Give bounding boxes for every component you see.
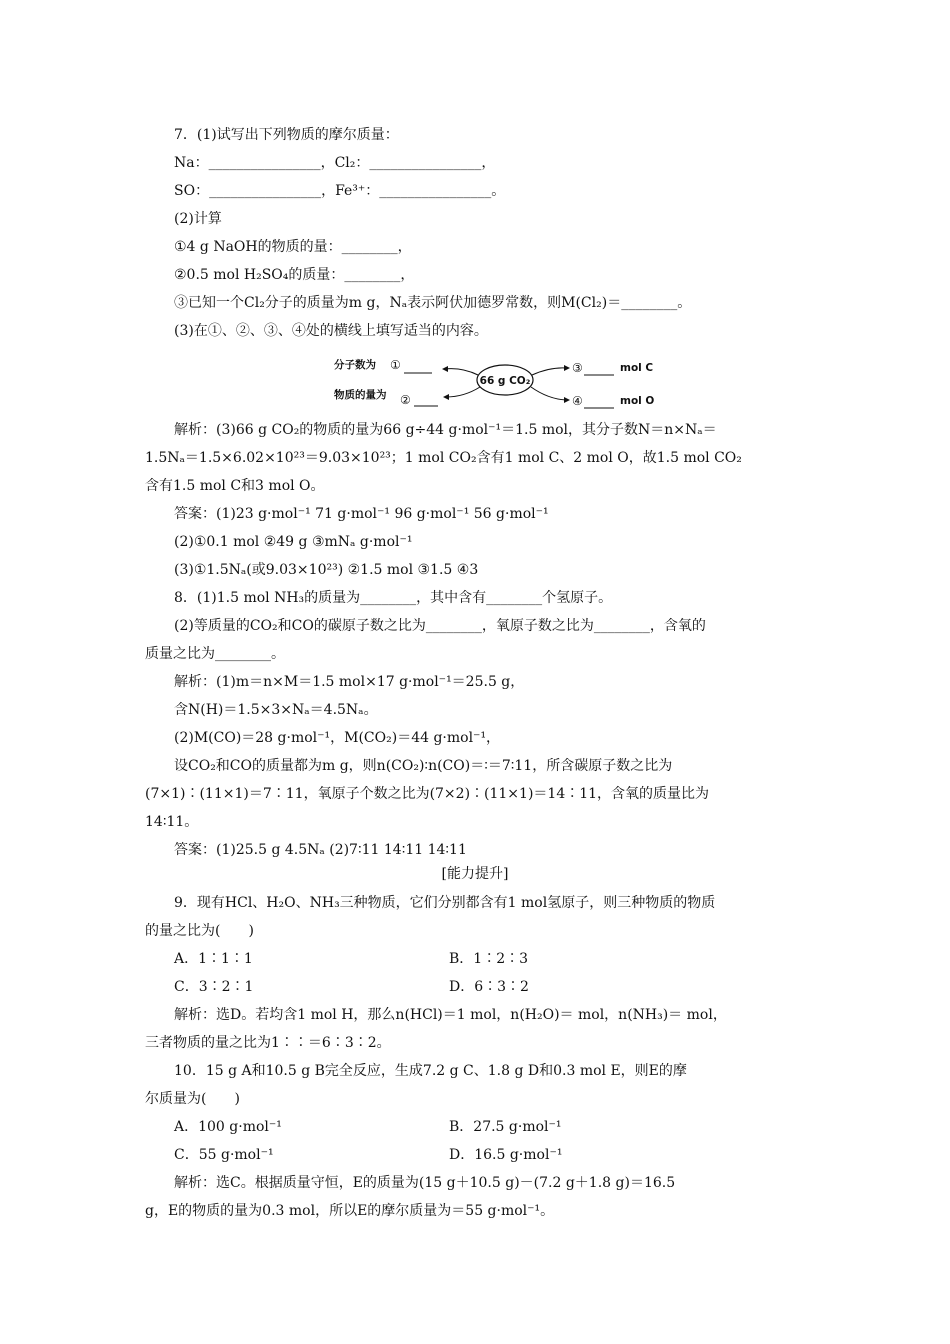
diagram-top-left-label: 分子数为 [334, 359, 376, 371]
q7-part2-item3: ③已知一个Cl₂分子的质量为m g，Nₐ表示阿伏加德罗常数，则M(Cl₂)＝________。 [174, 295, 692, 311]
q8-part2-line2: 质量之比为________。 [145, 646, 285, 662]
q10-option-d: D．16.5 g·mol⁻¹ [449, 1147, 563, 1163]
q7-answer-line3: (3)①1.5Nₐ(或9.03×10²³) ②1.5 mol ③1.5 ④3 [174, 562, 479, 578]
q9-analysis-line1: 解析：选D。若均含1 mol H，那么n(HCl)＝1 mol，n(H₂O)＝ mol，n(NH₃)＝ mol， [174, 1007, 727, 1023]
q8-analysis-line1: 解析：(1)m＝n×M＝1.5 mol×17 g·mol⁻¹＝25.5 g， [174, 674, 525, 690]
q7-analysis-line2: 1.5Nₐ＝1.5×6.02×10²³＝9.03×10²³；1 mol CO₂含有1 mol C、2 mol O，故1.5 mol CO₂ [145, 450, 742, 466]
q8-analysis-line3: (2)M(CO)＝28 g·mol⁻¹，M(CO₂)＝44 g·mol⁻¹， [174, 730, 501, 746]
diagram-circle-3: ③ [572, 361, 583, 375]
q7-line-na-cl: Na：________________，Cl₂：________________， [174, 155, 496, 171]
diagram-unit-mol-c: mol C [620, 362, 654, 374]
q8-answer: 答案：(1)25.5 g 4.5Nₐ (2)7∶11 14∶11 14∶11 [174, 842, 467, 858]
q7-analysis-line3: 含有1.5 mol C和3 mol O。 [145, 478, 325, 494]
q10-option-c: C．55 g·mol⁻¹ [174, 1147, 274, 1163]
q8-analysis-line4: 设CO₂和CO的质量都为m g，则n(CO₂)∶n(CO)＝∶＝7∶11，所含碳原子数之比为 [174, 758, 673, 774]
q10-option-a: A．100 g·mol⁻¹ [174, 1119, 282, 1135]
q9-option-b: B．1∶2∶3 [449, 951, 529, 967]
q7-part2-title: (2)计算 [174, 211, 222, 227]
q8-part2-line1: (2)等质量的CO₂和CO的碳原子数之比为________，氧原子数之比为________，含氧的 [174, 618, 706, 634]
q9-option-d: D．6∶3∶2 [449, 979, 529, 995]
q8-analysis-line6: 14∶11。 [145, 814, 199, 830]
diagram-center-label: 66 g CO₂ [479, 375, 531, 387]
diagram-circle-1: ① [390, 358, 401, 372]
diagram-circle-2: ② [400, 393, 411, 407]
q7-title: 7．(1)试写出下列物质的摩尔质量： [174, 127, 399, 143]
q8-analysis-line2: 含N(H)＝1.5×3×Nₐ＝4.5Nₐ。 [174, 702, 378, 718]
diagram-circle-4: ④ [572, 394, 583, 408]
diagram-unit-mol-o: mol O [620, 395, 655, 407]
q10-analysis-line1: 解析：选C。根据质量守恒，E的质量为(15 g＋10.5 g)－(7.2 g＋1.8 g)＝16.5 [174, 1175, 676, 1191]
q7-part2-item1: ①4 g NaOH的物质的量：________， [174, 239, 412, 255]
q10-title-line2: 尔质量为( ) [145, 1091, 240, 1107]
q9-title-line2: 的量之比为( ) [145, 923, 254, 939]
q10-analysis-line2: g，E的物质的量为0.3 mol，所以E的摩尔质量为＝55 g·mol⁻¹。 [145, 1203, 555, 1219]
q7-answer-line2: (2)①0.1 mol ②49 g ③mNₐ g·mol⁻¹ [174, 534, 413, 550]
q9-option-a: A．1∶1∶1 [174, 951, 253, 967]
diagram-bottom-left-label: 物质的量为 [334, 389, 387, 401]
q9-analysis-line2: 三者物质的量之比为1∶∶＝6∶3∶2。 [145, 1035, 391, 1051]
q10-title-line1: 10．15 g A和10.5 g B完全反应，生成7.2 g C、1.8 g D和0.3 mol E，则E的摩 [174, 1063, 687, 1079]
section-heading: [能力提升] [441, 866, 509, 882]
q8-title: 8．(1)1.5 mol NH₃的质量为________，其中含有________个氢原子。 [174, 590, 613, 606]
q7-part3-title: (3)在①、②、③、④处的横线上填写适当的内容。 [174, 323, 488, 339]
q10-option-b: B．27.5 g·mol⁻¹ [449, 1119, 562, 1135]
q7-analysis-line1: 解析：(3)66 g CO₂的物质的量为66 g÷44 g·mol⁻¹＝1.5 mol，其分子数N＝n×Nₐ＝ [174, 422, 717, 438]
q7-answer-line1: 答案：(1)23 g·mol⁻¹ 71 g·mol⁻¹ 96 g·mol⁻¹ 56 g·mol⁻¹ [174, 506, 549, 522]
q8-analysis-line5: (7×1)∶(11×1)＝7∶11，氧原子个数之比为(7×2)∶(11×1)＝14∶11，含氧的质量比为 [145, 786, 710, 802]
q7-line-so-fe: SO：________________，Fe³⁺：________________。 [174, 183, 506, 199]
q9-option-c: C．3∶2∶1 [174, 979, 254, 995]
q7-part2-item2: ②0.5 mol H₂SO₄的质量：________， [174, 267, 415, 283]
co2-diagram [330, 353, 670, 413]
q9-title-line1: 9．现有HCl、H₂O、NH₃三种物质，它们分别都含有1 mol氢原子，则三种物质的物质 [174, 895, 716, 911]
